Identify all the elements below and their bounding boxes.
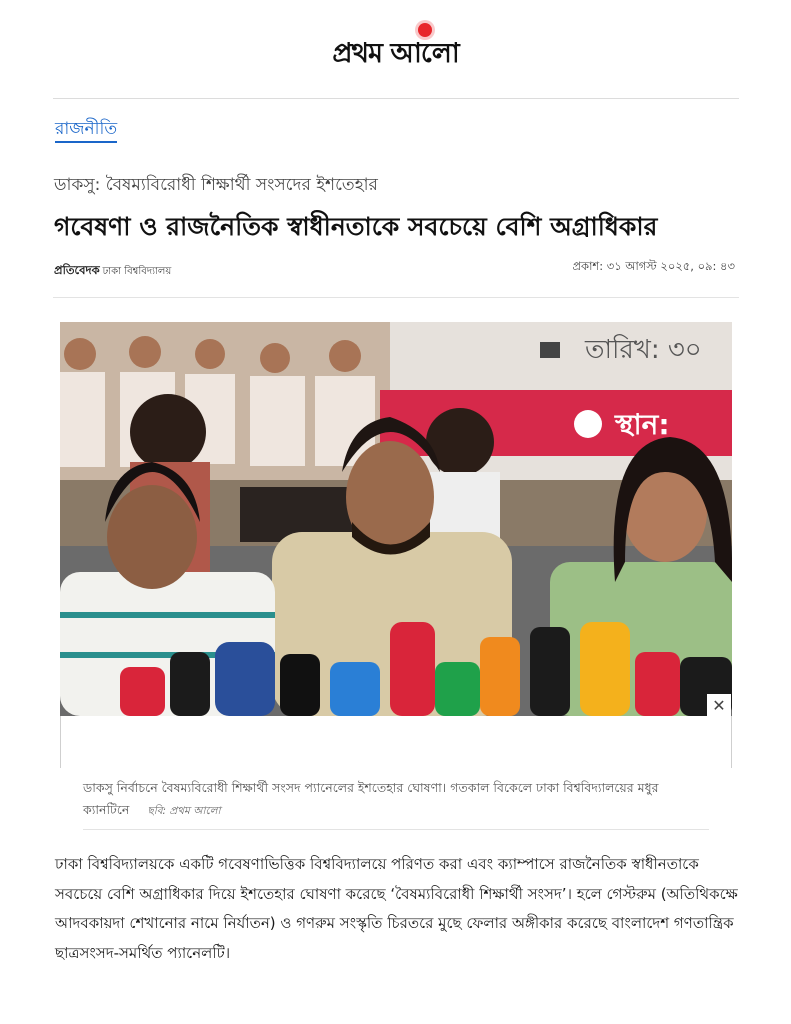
section-underline	[55, 141, 117, 143]
close-ad-button[interactable]: ✕	[707, 694, 731, 718]
byline	[54, 262, 171, 281]
logo-sun-icon	[418, 23, 432, 37]
logo-text: প্রথম আলো	[332, 37, 459, 69]
banner-date-text: তারিখ: ৩০	[585, 335, 702, 365]
meta-divider	[53, 297, 739, 298]
article-body: ঢাকা বিশ্ববিদ্যালয়কে একটি গবেষণাভিত্তিক বিশ্ববিদ্যালয়ে পরিণত করা এবং ক্যাম্পাসে রাজনৈতিক স্বাধীনতাকে সবচেয়ে বেশি অগ্রাধিকার দিয়ে ইশতেহার ঘোষণা করেছে ‘বৈষম্যবিরোধী শিক্ষার্থী সংসদ’। হলে গেস্টরুম (অতিথিকক্ষে আদবকায়দা শেখানোর নামে নির্যাতন) ও গণরুম সংস্কৃতি চিরতরে মুছে ফেলার অঙ্গীকার করেছে বাংলাদেশ গণতান্ত্রিক ছাত্রসংসদ-সমর্থিত প্যানেলটি।	[55, 855, 738, 962]
masthead	[0, 30, 791, 80]
photo-credit: ছবি: প্রথম আলো	[147, 805, 221, 817]
site-logo[interactable]	[332, 33, 458, 78]
ad-strip	[60, 716, 732, 768]
section-link[interactable]: রাজনীতি	[55, 119, 118, 139]
header-divider	[53, 98, 739, 99]
article-kicker: ডাকসু: বৈষম্যবিরোধী শিক্ষার্থী সংসদের ইশতেহার	[54, 175, 378, 195]
article-headline: গবেষণা ও রাজনৈতিক স্বাধীনতাকে সবচেয়ে বেশি অগ্রাধিকার	[54, 212, 658, 241]
banner-place-text: স্থান:	[615, 408, 670, 441]
caption-divider	[83, 829, 709, 830]
byline-author[interactable]: প্রতিবেদক	[54, 263, 100, 277]
published-date: প্রকাশ: ৩১ আগস্ট ২০২৫, ০৯: ৪৩	[572, 259, 735, 273]
caption-text: ডাকসু নির্বাচনে বৈষম্যবিরোধী শিক্ষার্থী সংসদ প্যানেলের ইশতেহার ঘোষণা। গতকাল বিকেলে ঢাকা বিশ্ববিদ্যালয়ের মধুর ক্যানটিনে	[83, 780, 659, 817]
article-photo	[60, 322, 732, 716]
byline-location: ঢাকা বিশ্ববিদ্যালয়	[102, 266, 172, 277]
photo-caption	[83, 777, 703, 822]
